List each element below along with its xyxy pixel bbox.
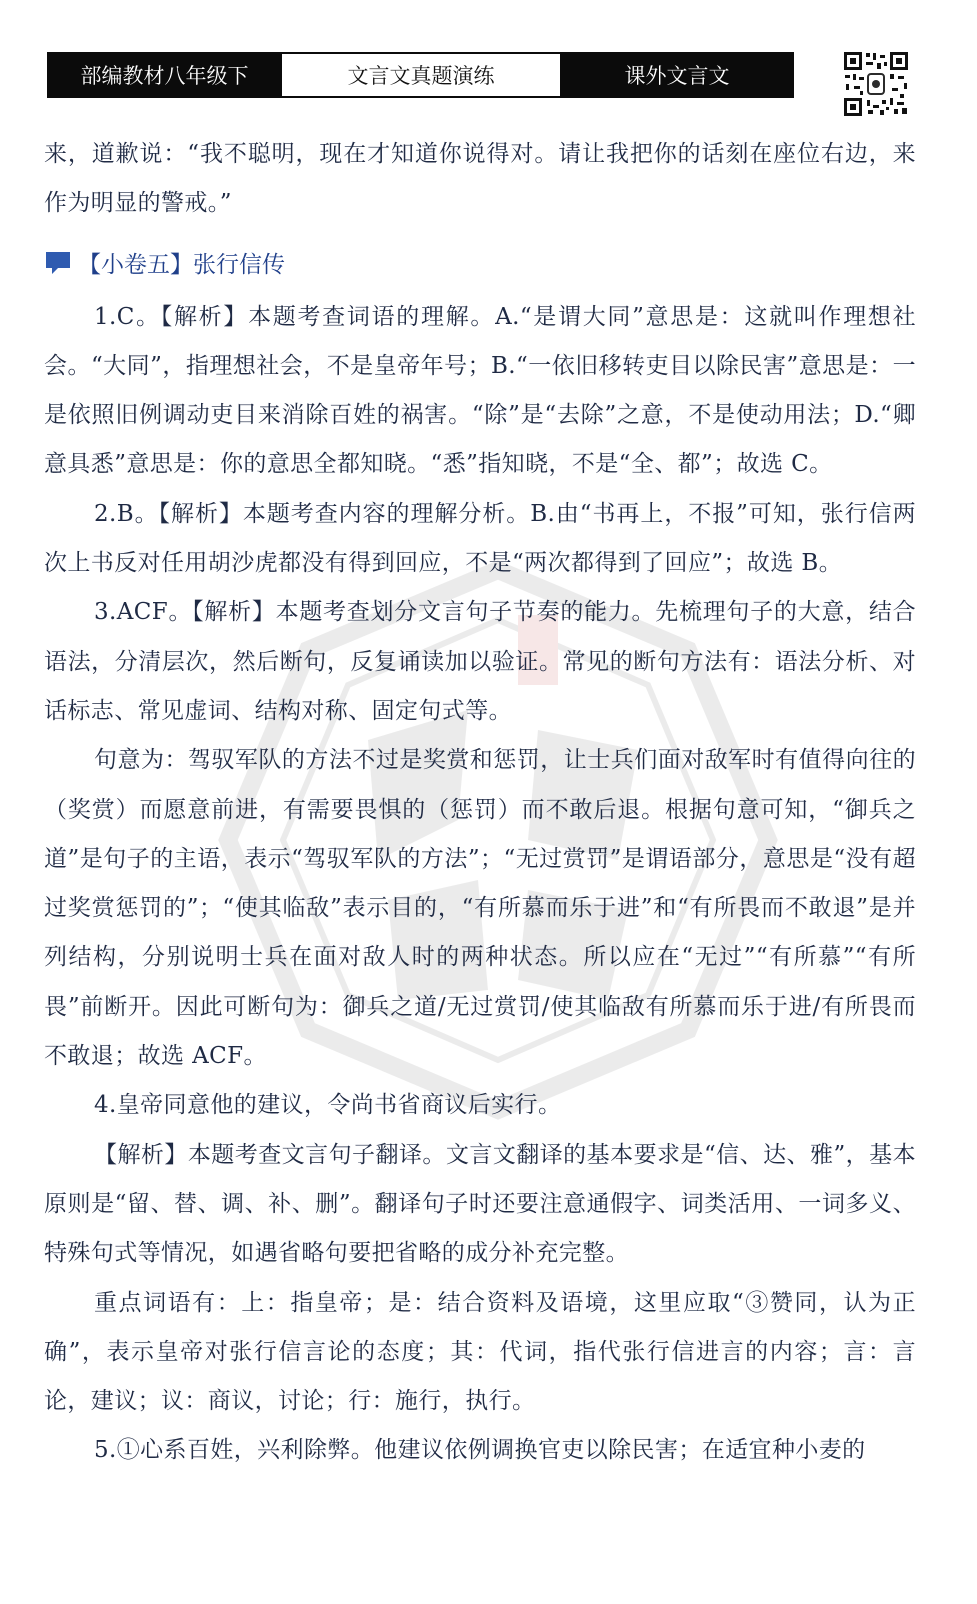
bookmark-icon: [44, 250, 74, 276]
qr-code-icon: [842, 50, 910, 118]
answer-4-analysis: 【解析】本题考查文言句子翻译。文言文翻译的基本要求是“信、达、雅”，基本原则是“留、替、调、补、删”。翻译句子时还要注意通假字、词类活用、一词多义、特殊句式等情况，如遇省略句要把省略的成分补充完整。: [44, 1141, 916, 1267]
answer-3: 3.ACF。【解析】本题考查划分文言句子节奏的能力。先梳理句子的大意，结合语法，分清层次，然后断句，反复诵读加以验证。常见的断句方法有：语法分析、对话标志、常见虚词、结构对称、固定句式等。: [44, 599, 916, 724]
section-heading: [44, 237, 916, 289]
answer-5: 5.①心系百姓，兴利除弊。他建议依例调换官吏以除民害；在适宜种小麦的: [94, 1437, 866, 1464]
answer-3-explanation: 句意为：驾驭军队的方法不过是奖赏和惩罚，让士兵们面对敌军时有值得向往的（奖赏）而愿意前进，有需要畏惧的（惩罚）而不敢后退。根据句意可知，“御兵之道”是句子的主语，表示“驾驭军队的方法”；“无过赏罚”是谓语部分，意思是“没有超过奖赏惩罚的”；“使其临敌”表示目的，“有所慕而乐于进”和“有所畏而不敢退”是并列结构，分别说明士兵在面对敌人时的两种状态。所以应在“无过”“有所慕”“有所畏”前断开。因此可断句为：御兵之道/无过赏罚/使其临敌有所慕而乐于进/有所畏而不敢退；故选 ACF。: [44, 747, 916, 1070]
intro-paragraph: 来，道歉说：“我不聪明，现在才知道你说得对。请让我把你的话刻在座位右边，来作为明显的警戒。”: [44, 141, 916, 217]
answer-4: 4.皇帝同意他的建议，令尚书省商议后实行。: [94, 1092, 562, 1119]
header-bar: [47, 52, 794, 98]
answer-1: 1.C。【解析】本题考查词语的理解。A.“是谓大同”意思是：这就叫作理想社会。“大同”，指理想社会，不是皇帝年号；B.“一依旧移转吏目以除民害”意思是：一是依照旧例调动吏目来消除百姓的祸害。“除”是“去除”之意，不是使动用法；D.“卿意具悉”意思是：你的意思全都知晓。“悉”指知晓，不是“全、都”；故选 C。: [44, 303, 916, 478]
header-grade: 部编教材八年级下: [47, 52, 282, 98]
answer-content: [44, 130, 916, 1476]
header-category: 课外文言文: [560, 52, 794, 98]
answer-2: 2.B。【解析】本题考查内容的理解分析。B.由“书再上，不报”可知，张行信两次上书反对任用胡沙虎都没有得到回应，不是“两次都得到了回应”；故选 B。: [44, 500, 916, 577]
section-title: 【小卷五】张行信传: [78, 252, 285, 279]
header-title: 文言文真题演练: [282, 52, 560, 98]
answer-4-keywords: 重点词语有：上：指皇帝；是：结合资料及语境，这里应取“③赞同，认为正确”，表示皇帝对张行信言论的态度；其：代词，指代张行信进言的内容；言：言论，建议；议：商议，讨论；行：施行，执行。: [44, 1289, 916, 1415]
